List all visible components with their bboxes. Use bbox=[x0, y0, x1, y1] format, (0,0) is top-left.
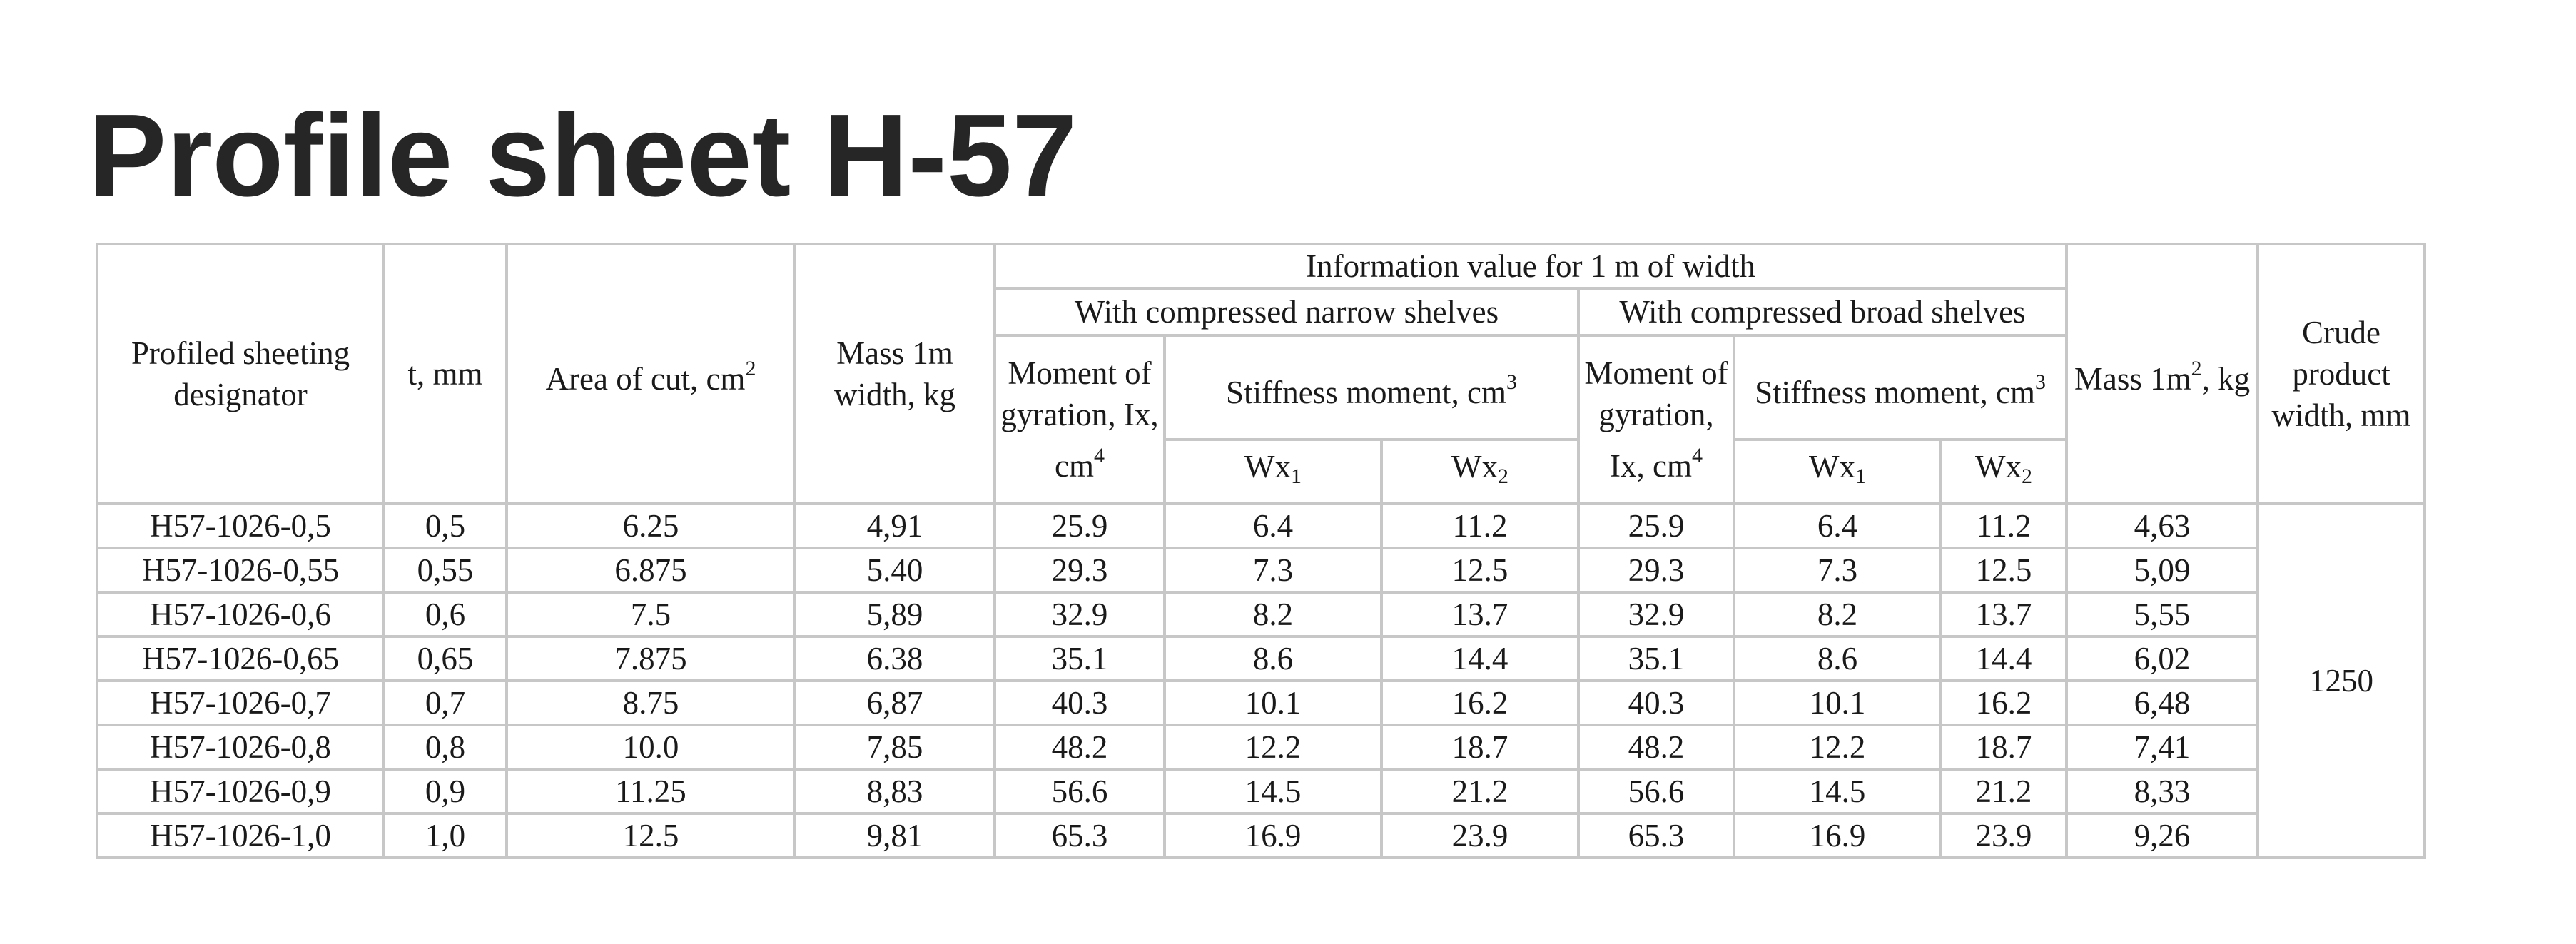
wx1-narrow-cell: 10.1 bbox=[1165, 681, 1381, 725]
table-row bbox=[97, 548, 2425, 592]
mass-m2-cell: 5,09 bbox=[2067, 548, 2258, 592]
table-row bbox=[97, 769, 2425, 813]
table-row bbox=[97, 636, 2425, 681]
moment-narrow-cell: 25.9 bbox=[995, 504, 1165, 548]
wx1-broad-cell: 16.9 bbox=[1734, 813, 1941, 858]
header-wx2-broad-sub: 2 bbox=[2022, 465, 2033, 488]
mass-m2-cell: 9,26 bbox=[2067, 813, 2258, 858]
designator-cell: H57-1026-0,7 bbox=[97, 681, 384, 725]
page-title: Profile sheet H-57 bbox=[88, 90, 1077, 220]
wx2-broad-cell: 21.2 bbox=[1941, 769, 2067, 813]
area-cell: 6.875 bbox=[507, 548, 795, 592]
header-wx2-narrow-text: Wx bbox=[1451, 449, 1498, 484]
header-moment-broad bbox=[1578, 335, 1734, 504]
profile-spec-table bbox=[96, 243, 2426, 859]
area-cell: 7.875 bbox=[507, 636, 795, 681]
moment-narrow-cell: 48.2 bbox=[995, 725, 1165, 769]
table-row bbox=[97, 681, 2425, 725]
mass-m2-cell: 5,55 bbox=[2067, 592, 2258, 636]
moment-narrow-cell: 35.1 bbox=[995, 636, 1165, 681]
wx2-broad-cell: 12.5 bbox=[1941, 548, 2067, 592]
mass-m2-cell: 4,63 bbox=[2067, 504, 2258, 548]
header-mass-width: Mass 1m width, kg bbox=[795, 244, 995, 504]
wx2-narrow-cell: 21.2 bbox=[1381, 769, 1578, 813]
wx2-broad-cell: 16.2 bbox=[1941, 681, 2067, 725]
header-stiffness-broad bbox=[1734, 335, 2067, 440]
thickness-cell: 0,65 bbox=[384, 636, 507, 681]
area-cell: 11.25 bbox=[507, 769, 795, 813]
designator-cell: H57-1026-0,55 bbox=[97, 548, 384, 592]
mass-width-cell: 9,81 bbox=[795, 813, 995, 858]
mass-width-cell: 7,85 bbox=[795, 725, 995, 769]
table-row bbox=[97, 592, 2425, 636]
wx1-narrow-cell: 7.3 bbox=[1165, 548, 1381, 592]
moment-narrow-cell: 56.6 bbox=[995, 769, 1165, 813]
wx1-narrow-cell: 8.2 bbox=[1165, 592, 1381, 636]
thickness-cell: 0,9 bbox=[384, 769, 507, 813]
wx2-narrow-cell: 23.9 bbox=[1381, 813, 1578, 858]
table-header bbox=[97, 244, 2425, 504]
wx1-broad-cell: 7.3 bbox=[1734, 548, 1941, 592]
moment-narrow-cell: 29.3 bbox=[995, 548, 1165, 592]
wx1-broad-cell: 6.4 bbox=[1734, 504, 1941, 548]
header-wx1-narrow-text: Wx bbox=[1244, 449, 1291, 484]
wx2-narrow-cell: 11.2 bbox=[1381, 504, 1578, 548]
designator-cell: H57-1026-0,65 bbox=[97, 636, 384, 681]
mass-m2-cell: 6,02 bbox=[2067, 636, 2258, 681]
header-wx1-broad bbox=[1734, 440, 1941, 504]
wx1-narrow-cell: 12.2 bbox=[1165, 725, 1381, 769]
header-wx1-narrow bbox=[1165, 440, 1381, 504]
thickness-cell: 0,6 bbox=[384, 592, 507, 636]
header-wx2-broad-text: Wx bbox=[1975, 449, 2022, 484]
wx1-broad-cell: 8.6 bbox=[1734, 636, 1941, 681]
area-cell: 6.25 bbox=[507, 504, 795, 548]
mass-width-cell: 6.38 bbox=[795, 636, 995, 681]
table-body bbox=[97, 504, 2425, 858]
mass-width-cell: 8,83 bbox=[795, 769, 995, 813]
header-thickness: t, mm bbox=[384, 244, 507, 504]
area-cell: 8.75 bbox=[507, 681, 795, 725]
header-area-of-cut-text: Area of cut, cm bbox=[545, 361, 746, 397]
mass-m2-cell: 8,33 bbox=[2067, 769, 2258, 813]
wx2-narrow-cell: 18.7 bbox=[1381, 725, 1578, 769]
header-moment-narrow-sup: 4 bbox=[1093, 444, 1105, 467]
header-designator: Profiled sheeting designator bbox=[97, 244, 384, 504]
header-wx1-broad-sub: 1 bbox=[1855, 465, 1866, 488]
moment-broad-cell: 56.6 bbox=[1578, 769, 1734, 813]
header-stiffness-broad-text: Stiffness moment, cm bbox=[1755, 375, 2035, 410]
header-stiffness-narrow-sup: 3 bbox=[1506, 370, 1517, 394]
header-mass-m2-tail: , kg bbox=[2201, 361, 2251, 397]
header-stiffness-narrow-text: Stiffness moment, cm bbox=[1226, 375, 1506, 410]
mass-width-cell: 5.40 bbox=[795, 548, 995, 592]
table-row bbox=[97, 504, 2425, 548]
thickness-cell: 0,55 bbox=[384, 548, 507, 592]
header-wx2-narrow-sub: 2 bbox=[1497, 465, 1508, 488]
header-wx1-broad-text: Wx bbox=[1809, 449, 1855, 484]
header-area-of-cut-sup: 2 bbox=[745, 357, 756, 380]
designator-cell: H57-1026-0,6 bbox=[97, 592, 384, 636]
header-crude-width: Crude product width, mm bbox=[2258, 244, 2425, 504]
crude-width-cell: 1250 bbox=[2258, 504, 2425, 858]
wx2-narrow-cell: 13.7 bbox=[1381, 592, 1578, 636]
area-cell: 12.5 bbox=[507, 813, 795, 858]
designator-cell: H57-1026-0,9 bbox=[97, 769, 384, 813]
table-row bbox=[97, 813, 2425, 858]
header-wx2-narrow bbox=[1381, 440, 1578, 504]
mass-width-cell: 6,87 bbox=[795, 681, 995, 725]
wx1-broad-cell: 8.2 bbox=[1734, 592, 1941, 636]
wx2-narrow-cell: 12.5 bbox=[1381, 548, 1578, 592]
wx2-narrow-cell: 14.4 bbox=[1381, 636, 1578, 681]
header-moment-broad-text: Moment of gyration, Ix, cm bbox=[1584, 355, 1728, 484]
wx1-broad-cell: 10.1 bbox=[1734, 681, 1941, 725]
header-mass-m2 bbox=[2067, 244, 2258, 504]
header-mass-m2-sup: 2 bbox=[2191, 357, 2202, 380]
designator-cell: H57-1026-0,5 bbox=[97, 504, 384, 548]
header-moment-broad-sup: 4 bbox=[1691, 444, 1703, 467]
area-cell: 7.5 bbox=[507, 592, 795, 636]
mass-width-cell: 4,91 bbox=[795, 504, 995, 548]
thickness-cell: 1,0 bbox=[384, 813, 507, 858]
table-row bbox=[97, 725, 2425, 769]
wx1-narrow-cell: 6.4 bbox=[1165, 504, 1381, 548]
moment-broad-cell: 35.1 bbox=[1578, 636, 1734, 681]
wx2-broad-cell: 11.2 bbox=[1941, 504, 2067, 548]
header-area-of-cut bbox=[507, 244, 795, 504]
header-narrow-shelves: With compressed narrow shelves bbox=[995, 288, 1578, 335]
header-info-value: Information value for 1 m of width bbox=[995, 244, 2067, 288]
header-stiffness-broad-sup: 3 bbox=[2034, 370, 2046, 394]
mass-m2-cell: 6,48 bbox=[2067, 681, 2258, 725]
header-wx1-narrow-sub: 1 bbox=[1290, 465, 1302, 488]
header-moment-narrow-text: Moment of gyration, Ix, cm bbox=[1000, 355, 1159, 484]
moment-broad-cell: 25.9 bbox=[1578, 504, 1734, 548]
wx2-broad-cell: 23.9 bbox=[1941, 813, 2067, 858]
thickness-cell: 0,7 bbox=[384, 681, 507, 725]
area-cell: 10.0 bbox=[507, 725, 795, 769]
wx2-narrow-cell: 16.2 bbox=[1381, 681, 1578, 725]
wx1-narrow-cell: 8.6 bbox=[1165, 636, 1381, 681]
wx1-narrow-cell: 14.5 bbox=[1165, 769, 1381, 813]
header-mass-m2-text: Mass 1m bbox=[2074, 361, 2191, 397]
header-broad-shelves: With compressed broad shelves bbox=[1578, 288, 2067, 335]
wx2-broad-cell: 18.7 bbox=[1941, 725, 2067, 769]
wx2-broad-cell: 14.4 bbox=[1941, 636, 2067, 681]
wx1-broad-cell: 14.5 bbox=[1734, 769, 1941, 813]
moment-narrow-cell: 32.9 bbox=[995, 592, 1165, 636]
moment-broad-cell: 40.3 bbox=[1578, 681, 1734, 725]
header-moment-narrow bbox=[995, 335, 1165, 504]
designator-cell: H57-1026-1,0 bbox=[97, 813, 384, 858]
moment-broad-cell: 48.2 bbox=[1578, 725, 1734, 769]
wx2-broad-cell: 13.7 bbox=[1941, 592, 2067, 636]
thickness-cell: 0,5 bbox=[384, 504, 507, 548]
moment-broad-cell: 32.9 bbox=[1578, 592, 1734, 636]
mass-width-cell: 5,89 bbox=[795, 592, 995, 636]
moment-broad-cell: 65.3 bbox=[1578, 813, 1734, 858]
moment-narrow-cell: 65.3 bbox=[995, 813, 1165, 858]
moment-broad-cell: 29.3 bbox=[1578, 548, 1734, 592]
mass-m2-cell: 7,41 bbox=[2067, 725, 2258, 769]
moment-narrow-cell: 40.3 bbox=[995, 681, 1165, 725]
wx1-broad-cell: 12.2 bbox=[1734, 725, 1941, 769]
wx1-narrow-cell: 16.9 bbox=[1165, 813, 1381, 858]
header-stiffness-narrow bbox=[1165, 335, 1578, 440]
header-wx2-broad bbox=[1941, 440, 2067, 504]
designator-cell: H57-1026-0,8 bbox=[97, 725, 384, 769]
thickness-cell: 0,8 bbox=[384, 725, 507, 769]
